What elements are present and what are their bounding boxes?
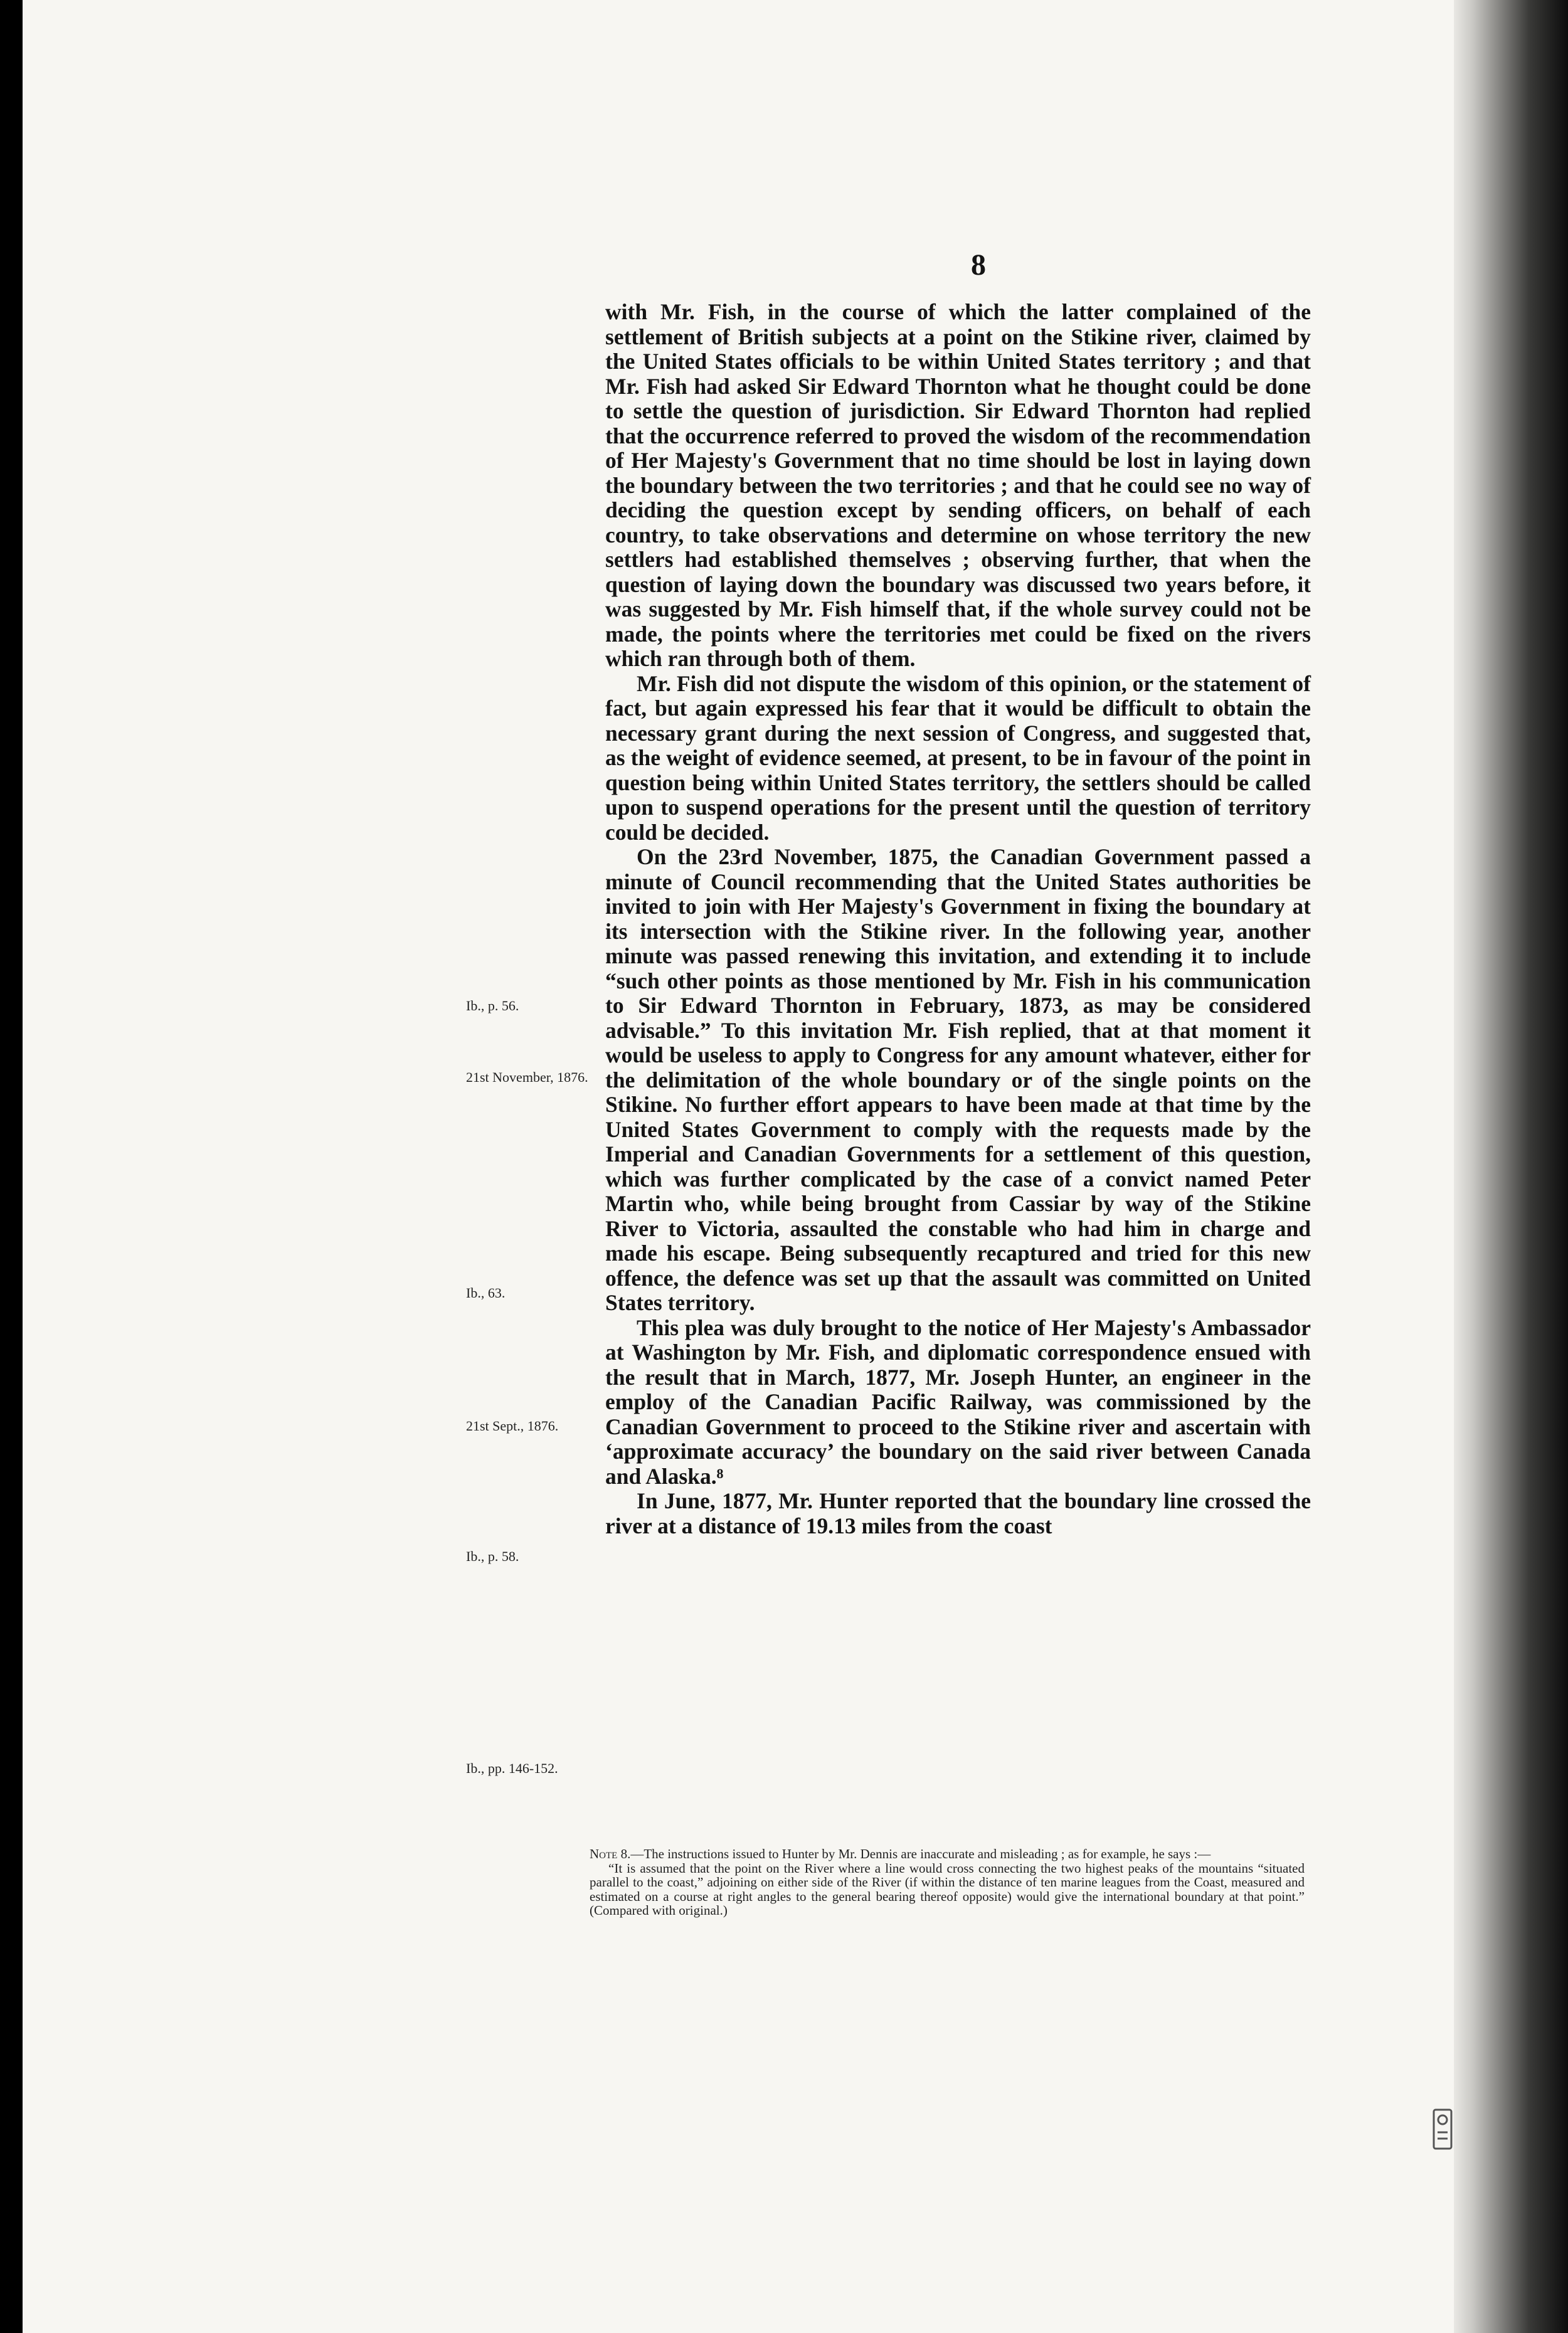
margin-note-ib-56: Ib., p. 56. bbox=[466, 998, 519, 1013]
page-edge-shadow bbox=[1454, 0, 1568, 2333]
footnote-text: —The instructions issued to Hunter by Mr. Dennis are inaccurate and misleading ; as for example, he says :— bbox=[630, 1846, 1211, 1861]
paragraph-5: In June, 1877, Mr. Hunter reported that the boundary line crossed the river at a distance of 19.13 miles from the coast bbox=[605, 1488, 1311, 1538]
paragraph-3: On the 23rd November, 1875, the Canadian Government passed a minute of Council recommending that the United States authorities be invited to join with Her Majesty's Government in fixing the boundary at its intersection with the Stikine river. In the following year, another minute was passed renewing this invitation, and extending it to include “such other points as those mentioned by Mr. Fish in his communication to Sir Edward Thornton in February, 1873, as may be considered advisable.” To this invitation Mr. Fish replied, that at that moment it would be useless to apply to Congress for any amount whatever, either for the delimitation of the whole boundary or of the single points on the Stikine. No further effort appears to have been made at that time by the United States Government to comply with the requests made by the Imperial and Canadian Governments for a settlement of this question, which was further complicated by the case of a convict named Peter Martin who, while being brought from Cassiar by way of the Stikine River to Victoria, assaulted the constable who had him in charge and made his escape. Being subsequently recaptured and tried for this new offence, the defence was set up that the assault was committed on United States territory. bbox=[605, 844, 1311, 1315]
footnote bbox=[590, 1847, 1305, 1918]
margin-note-21st-november: 21st November, 1876. bbox=[466, 1069, 588, 1085]
footnote-quote: “It is assumed that the point on the River where a line would cross connecting the two highest peaks of the mountains “situated parallel to the coast,” adjoining on either side of the River (if within the distance of ten marine leagues from the Coast, measured and estimated on a course at right angles to the general bearing thereof opposite) would give the international boundary at that point.” (Compared with original.) bbox=[590, 1860, 1305, 1918]
page-number: 8 bbox=[971, 248, 986, 282]
body-text bbox=[605, 300, 1311, 1538]
paragraph-4: This plea was duly brought to the notice of Her Majesty's Ambassador at Washington by Mr. Fish, and diplomatic correspondence ensued with the result that in March, 1877, Mr. Joseph Hunter, an engineer in the employ of the Canadian Pacific Railway, was commissioned by the Canadian Government to proceed to the Stikine river and ascertain with ‘approximate accuracy’ the boundary on the said river between Canada and Alaska.⁸ bbox=[605, 1315, 1311, 1489]
margin-note-ib-63: Ib., 63. bbox=[466, 1285, 506, 1301]
paragraph-2: Mr. Fish did not dispute the wisdom of this opinion, or the statement of fact, but again expressed his fear that it would be difficult to obtain the necessary grant during the next session of Congress, and suggested that, as the weight of evidence seemed, at present, to be in favour of the point in question being within United States territory, the settlers should be called upon to suspend operations for the present until the question of territory could be decided. bbox=[605, 670, 1311, 845]
margin-note-ib-58: Ib., p. 58. bbox=[466, 1548, 519, 1564]
footnote-label: Note 8. bbox=[590, 1846, 631, 1861]
archive-stamp-icon bbox=[1430, 2107, 1455, 2151]
paragraph-1: with Mr. Fish, in the course of which the latter complained of the settlement of British subjects at a point on the Stikine river, claimed by the United States officials to be within United States territory ; and that Mr. Fish had asked Sir Edward Thornton what he thought could be done to settle the question of jurisdiction. Sir Edward Thornton had replied that the occurrence referred to proved the wisdom of the recommendation of Her Majesty's Government that no time should be lost in laying down the boundary between the two territories ; and that he could see no way of deciding the question except by sending officers, on behalf of each country, to take observations and determine on whose territory the new settlers had established themselves ; observing further, that when the question of laying down the boundary was discussed two years before, it was suggested by Mr. Fish himself that, if the whole survey could not be made, the points where the territories met could be fixed on the rivers which ran through both of them. bbox=[605, 299, 1311, 671]
margin-note-21st-sept: 21st Sept., 1876. bbox=[466, 1418, 559, 1434]
margin-note-ib-146: Ib., pp. 146-152. bbox=[466, 1760, 558, 1776]
